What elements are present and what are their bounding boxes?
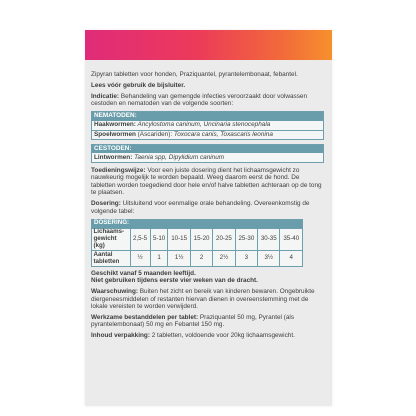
read-leaflet-notice: Lees vóór gebruik de bijsluiter. [91,81,186,89]
tapeworm-row [92,153,323,162]
warning-section [91,288,324,311]
hookworm-label: Haakwormen: [94,121,136,129]
nematodes-header: NEMATODEN: [92,112,323,121]
pregnancy-notice: Niet gebruiken tijdens eerste vier weken van de dracht. [91,277,258,285]
count-cell: 4 [280,251,303,267]
active-ingredients-section [91,314,324,329]
indication-label: Indicatie: [91,92,120,100]
roundworm-row [92,130,323,140]
package-contents-label: Inhoud verpakking: [91,332,150,340]
administration-text: Voor een juiste dosering dient het lichaamsgewicht zo nauwkeurig mogelijk te worden bepaald. Weeg daarom eerst de hond. De tabletten worden toegediend door hele en/of halve tabletten achteraan op de tong te plaatsen. [91,166,322,197]
gradient-banner [85,30,332,60]
count-cell: 1½ [168,251,190,267]
tapeworm-species: Taenia spp, Dipylidium caninum [132,154,225,162]
weight-label: Lichaams-gewicht (kg) [92,228,131,251]
roundworm-label: Spoelwormen [94,131,136,139]
dosage-section [91,200,324,215]
dosing-table [91,219,303,267]
indication-text: Behandeling van gemengde infecties veroorzaakt door volwassen cestoden en nematoden van de volgende soorten: [91,92,307,108]
indication-section [91,93,324,108]
count-label: Aantal tabletten [92,251,131,267]
warning-label: Waarschuwing: [91,287,138,295]
nematodes-box [91,111,324,140]
dosage-label: Dosering: [91,200,121,208]
leaflet-content [91,71,324,343]
count-cell: 2½ [213,251,235,267]
weight-cell: 25-30 [235,228,257,251]
warning-text: Buiten het zicht en bereik van kinderen bewaren. Ongebruikte diergeneesmiddelen of restanten hiervan dienen in overeenstemming met de lokale vereisten te worden verwijderd. [91,287,315,311]
hookworm-row [92,121,323,130]
active-ingredients-label: Werkzame bestanddelen per tablet: [91,313,199,321]
weight-cell: 20-25 [213,228,235,251]
count-cell: 1 [150,251,168,267]
dosing-header-row [92,219,303,228]
hookworm-species: Ancylostoma caninum, Uncinaria stenocephala [135,121,271,129]
active-ingredients-text: Praziquantel 50 mg, Pyrantel (als pyrantelembonaat) 50 mg en Febantel 150 mg. [91,313,295,329]
weight-row [92,228,303,251]
count-row [92,251,303,267]
leaflet-card [85,30,332,406]
weight-cell: 10-15 [168,228,190,251]
cestodes-box [91,144,324,164]
administration-label: Toedieningswijze: [91,166,146,174]
count-cell: 2 [190,251,212,267]
intro-text: Zipyran tabletten voor honden, Praziquantel, pyrantelembonaat, febantel. [91,71,298,78]
weight-cell: 30-35 [258,228,280,251]
package-contents-text: 2 tabletten, voldoende voor 20kg lichaamsgewicht. [149,332,295,340]
package-contents-section [91,332,324,340]
count-cell: 3½ [258,251,280,267]
dosing-header: DOSERING: [92,219,303,228]
roundworm-paren: (Ascariden): [135,131,174,139]
dosage-text: Uitsluitend voor eenmalige orale behandeling. Overeenkomstig de volgende tabel: [91,200,310,215]
tapeworm-label: Lintwormen: [94,154,133,162]
age-notice: Geschikt vanaf 5 maanden leeftijd. [91,269,196,277]
roundworm-species: Toxocara canis, Toxascaris leonina [173,131,273,139]
weight-cell: 15-20 [190,228,212,251]
count-cell: ½ [130,251,150,267]
weight-cell: 35-40 [280,228,303,251]
administration-section [91,167,324,197]
weight-cell: 2,5-5 [130,228,150,251]
count-cell: 3 [235,251,257,267]
cestodes-header: CESTODEN: [92,145,323,154]
weight-cell: 5-10 [150,228,168,251]
